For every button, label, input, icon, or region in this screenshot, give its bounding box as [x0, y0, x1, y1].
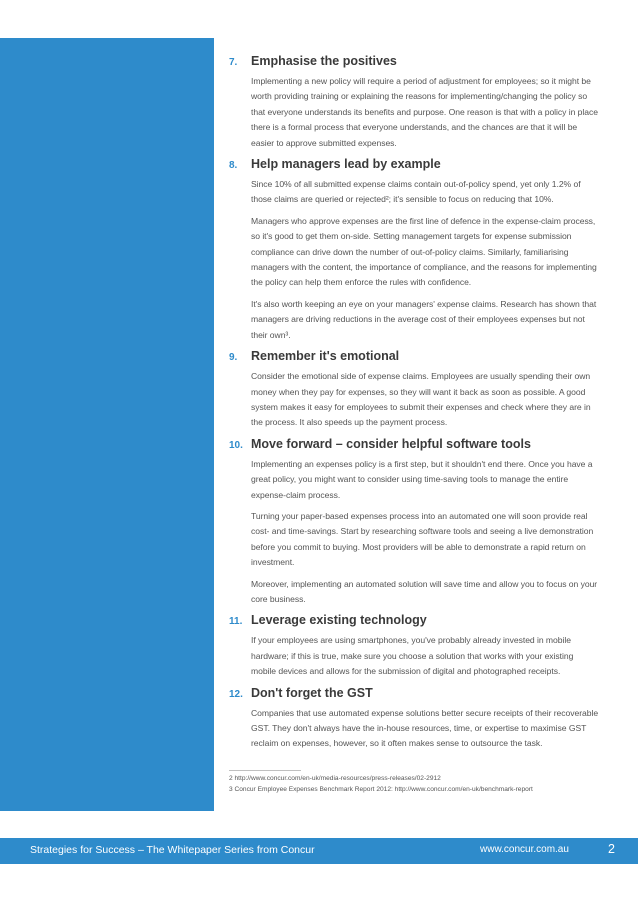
page-footer — [0, 838, 638, 864]
list-item — [229, 686, 599, 752]
item-title: Leverage existing technology — [251, 613, 427, 628]
item-number: 12. — [229, 688, 243, 700]
sidebar-color-block — [0, 38, 214, 811]
footer-series-title: Strategies for Success – The Whitepaper Series from Concur — [30, 844, 315, 856]
item-paragraph: Companies that use automated expense solutions better secure receipts of their recoverable GST. They don't always have the in-house resources, time, or expertise to maximise GST reclaim on expenses, however, so it often makes sense to outsource the task. — [251, 707, 599, 749]
item-number: 8. — [229, 160, 238, 172]
list-item — [229, 613, 599, 679]
list-item — [229, 157, 599, 343]
item-number: 10. — [229, 439, 243, 451]
page-number: 2 — [608, 842, 615, 856]
item-paragraph: Moreover, implementing an automated solution will save time and allow you to focus on your core business. — [251, 578, 598, 604]
list-item — [229, 437, 599, 608]
list-item — [229, 349, 599, 431]
item-paragraph: Turning your paper-based expenses process into an automated one will soon provide real cost- and time-savings. Start by researching software tools and seeing a live demonstration before you commit to buying. Most providers will be able to demonstrate a rapid return on investment. — [251, 510, 594, 568]
main-content — [229, 54, 599, 758]
item-paragraph: If your employees are using smartphones, you've probably already invested in mobile hardware; if this is true, make sure you choose a solution that works with your existing mobile devices and allows for the submission of digital and photographed receipts. — [251, 635, 574, 677]
footnotes — [229, 770, 629, 795]
item-heading — [229, 54, 599, 72]
item-heading — [229, 613, 599, 631]
footnote: 3 Concur Employee Expenses Benchmark Report 2012: http://www.concur.com/en-uk/benchmark-report — [229, 785, 533, 793]
footnote: 2 http://www.concur.com/en-uk/media-resources/press-releases/02-2912 — [229, 775, 441, 782]
item-title: Move forward – consider helpful software tools — [251, 436, 531, 451]
item-paragraph: Since 10% of all submitted expense claims contain out-of-policy spend, yet only 1.2% of those claims are queried or rejected²; it's sensible to focus on reducing that 10%. — [251, 179, 581, 205]
footnote-divider — [229, 770, 301, 771]
item-title: Don't forget the GST — [251, 685, 373, 700]
item-title: Emphasise the positives — [251, 54, 397, 68]
item-paragraph: It's also worth keeping an eye on your managers' expense claims. Research has shown that managers are driving reductions in the average cost of their employees expenses but not their own³. — [251, 298, 597, 340]
item-heading — [229, 349, 599, 367]
item-heading — [229, 437, 599, 455]
item-heading — [229, 686, 599, 704]
list-item — [229, 54, 599, 151]
item-paragraph: Consider the emotional side of expense claims. Employees are usually spending their own money when they pay for expenses, so they will want it back as soon as possible. A good system makes it easy for employees to submit their expenses and check where they are in the process. It also speeds up the payment process. — [251, 371, 591, 428]
item-number: 11. — [229, 616, 243, 628]
item-title: Remember it's emotional — [251, 349, 400, 364]
footer-website-link[interactable]: www.concur.com.au — [480, 844, 569, 855]
item-paragraph: Managers who approve expenses are the first line of defence in the expense-claim process, so it's good to get them on-side. Setting management targets for expense submission compliance can drive down the number of out-of-policy claims. Similarly, familiarising managers with the content, the importance of compliance, and the reasons for implementing the policy can help them enforce the rules with confidence. — [251, 215, 597, 288]
item-number: 9. — [229, 352, 238, 364]
item-paragraph: Implementing an expenses policy is a first step, but it shouldn't end there. Once you have a great policy, you might want to consider using time-saving tools to manage the entire expense-claim process. — [251, 458, 593, 500]
item-heading — [229, 157, 599, 175]
item-title: Help managers lead by example — [251, 157, 441, 172]
item-number: 7. — [229, 57, 238, 68]
item-paragraph: Implementing a new policy will require a period of adjustment for employees; so it might be worth providing training or explaining the reasons for implementing/changing the policy so that everyone understands its benefits and purpose. One reason is that with a policy in place there is a formal process that everyone understands, and the chances are that it will be easier to approve submitted expenses. — [251, 76, 598, 148]
